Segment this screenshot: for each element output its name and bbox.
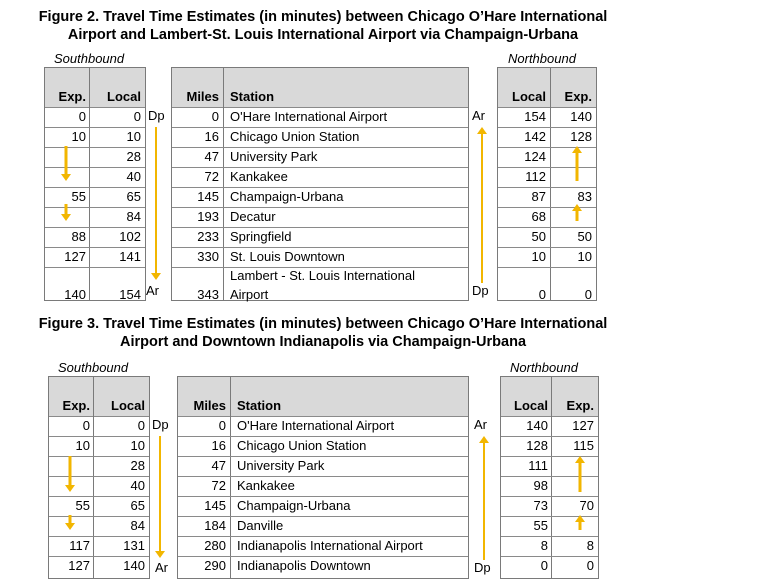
header-miles: Miles xyxy=(193,398,226,413)
station-name-cell: Decatur xyxy=(230,209,276,224)
station-name-cell: Indianapolis Downtown xyxy=(237,558,371,573)
southbound-dp-label: Dp xyxy=(152,417,169,432)
southbound-local-cell: 102 xyxy=(119,229,141,244)
miles-cell: 16 xyxy=(211,438,226,453)
miles-cell: 0 xyxy=(218,418,226,433)
southbound-exp-cell: 0 xyxy=(82,418,90,433)
northbound-local-arrow xyxy=(479,436,489,560)
station-name-cell: Champaign-Urbana xyxy=(237,498,351,513)
station-name-cell: Lambert - St. Louis International xyxy=(230,268,415,283)
northbound-local-cell: 87 xyxy=(531,189,546,204)
southbound-local-cell: 10 xyxy=(130,438,145,453)
figure-2-title-line1: Figure 2. Travel Time Estimates (in minutes) between Chicago O’Hare International xyxy=(38,9,608,25)
northbound-exp-cell: 115 xyxy=(573,438,594,453)
miles-cell: 16 xyxy=(204,129,219,144)
northbound-exp-cell: 140 xyxy=(570,109,592,124)
station-name-cell: Kankakee xyxy=(237,478,295,493)
figure-3-title-line1: Figure 3. Travel Time Estimates (in minutes) between Chicago O’Hare International xyxy=(38,316,608,332)
northbound-local-cell: 0 xyxy=(540,558,548,573)
station-name-cell: O'Hare International Airport xyxy=(230,109,388,124)
figure-3-arrows xyxy=(0,308,769,587)
header-exp-north: Exp. xyxy=(564,89,592,104)
header-exp: Exp. xyxy=(58,89,86,104)
station-name-cell: University Park xyxy=(237,458,325,473)
southbound-exp-cell: 55 xyxy=(71,189,86,204)
miles-cell: 290 xyxy=(204,558,226,573)
southbound-local-cell: 0 xyxy=(137,418,145,433)
southbound-local-cell: 28 xyxy=(130,458,145,473)
miles-cell: 184 xyxy=(204,518,226,533)
miles-cell: 193 xyxy=(197,209,219,224)
northbound-local-cell: 55 xyxy=(533,518,548,533)
station-name-cell: Indianapolis International Airport xyxy=(237,538,423,553)
miles-cell: 0 xyxy=(211,109,219,124)
header-local: Local xyxy=(111,398,145,413)
southbound-local-arrow xyxy=(155,436,165,558)
miles-cell: 145 xyxy=(204,498,226,513)
northbound-local-cell: 0 xyxy=(538,287,546,302)
header-station: Station xyxy=(237,398,282,413)
northbound-express-arrow xyxy=(575,515,585,530)
northbound-exp-cell: 0 xyxy=(586,558,594,573)
miles-cell: 233 xyxy=(197,229,219,244)
southbound-ar-label: Ar xyxy=(146,283,159,298)
southbound-local-cell: 84 xyxy=(130,518,145,533)
northbound-local-cell: 50 xyxy=(531,229,546,244)
southbound-local-cell: 140 xyxy=(123,558,145,573)
northbound-local-cell: 111 xyxy=(528,458,548,473)
station-name-cell: Springfield xyxy=(230,229,292,244)
northbound-local-cell: 140 xyxy=(526,418,548,433)
northbound-exp-cell: 10 xyxy=(577,249,592,264)
southbound-local-cell: 10 xyxy=(126,129,141,144)
station-name-cell: O'Hare International Airport xyxy=(237,418,395,433)
station-name-cell: Champaign-Urbana xyxy=(230,189,344,204)
southbound-local-cell: 65 xyxy=(126,189,141,204)
northbound-local-arrow xyxy=(477,127,487,283)
southbound-local-cell: 0 xyxy=(133,109,141,124)
southbound-label: Southbound xyxy=(54,51,125,66)
southbound-exp-cell: 117 xyxy=(69,538,90,553)
northbound-local-cell: 142 xyxy=(524,129,546,144)
northbound-ar-label: Ar xyxy=(472,108,485,123)
southbound-exp-cell: 140 xyxy=(64,287,86,302)
miles-cell: 343 xyxy=(197,287,219,302)
station-name-cell: Chicago Union Station xyxy=(230,129,360,144)
southbound-exp-cell: 88 xyxy=(71,229,86,244)
northbound-express-arrow xyxy=(572,146,582,181)
station-name-cell: Chicago Union Station xyxy=(237,438,367,453)
miles-cell: 47 xyxy=(211,458,226,473)
southbound-express-arrow xyxy=(61,146,71,181)
header-station: Station xyxy=(230,89,275,104)
southbound-express-arrow xyxy=(61,204,71,221)
southbound-ar-label: Ar xyxy=(155,560,168,575)
southbound-local-cell: 65 xyxy=(130,498,145,513)
miles-cell: 145 xyxy=(197,189,219,204)
southbound-local-arrow xyxy=(151,127,161,280)
southbound-local-cell: 40 xyxy=(126,169,141,184)
header-local: Local xyxy=(107,89,141,104)
northbound-local-cell: 73 xyxy=(533,498,548,513)
miles-cell: 280 xyxy=(204,538,226,553)
header-local-north: Local xyxy=(512,89,546,104)
miles-cell: 72 xyxy=(204,169,219,184)
southbound-exp-cell: 127 xyxy=(64,249,86,264)
northbound-express-arrow xyxy=(575,456,585,492)
southbound-exp-cell: 10 xyxy=(75,438,90,453)
header-exp-north: Exp. xyxy=(566,398,594,413)
header-exp: Exp. xyxy=(62,398,90,413)
figure-3 xyxy=(0,308,769,587)
southbound-exp-cell: 55 xyxy=(75,498,90,513)
northbound-local-cell: 124 xyxy=(524,149,546,164)
northbound-exp-cell: 8 xyxy=(586,538,594,553)
station-name-cell: University Park xyxy=(230,149,318,164)
southbound-local-cell: 154 xyxy=(119,287,141,302)
northbound-exp-cell: 50 xyxy=(577,229,592,244)
station-name-cell: St. Louis Downtown xyxy=(230,249,345,264)
figure-2-title-line2: Airport and Lambert-St. Louis International Airport via Champaign-Urbana xyxy=(67,27,579,43)
northbound-exp-cell: 83 xyxy=(577,189,592,204)
southbound-exp-cell: 127 xyxy=(68,558,90,573)
southbound-local-cell: 141 xyxy=(119,249,141,264)
station-name-cell: Kankakee xyxy=(230,169,288,184)
header-local-north: Local xyxy=(514,398,548,413)
southbound-label: Southbound xyxy=(58,360,129,375)
northbound-exp-cell: 128 xyxy=(570,129,592,144)
northbound-exp-cell: 0 xyxy=(584,287,592,302)
southbound-exp-cell: 0 xyxy=(78,109,86,124)
figure-3-title-line2: Airport and Downtown Indianapolis via Champaign-Urbana xyxy=(119,334,527,350)
southbound-local-cell: 84 xyxy=(126,209,141,224)
southbound-local-cell: 40 xyxy=(130,478,145,493)
northbound-exp-cell: 70 xyxy=(579,498,594,513)
northbound-dp-label: Dp xyxy=(472,283,489,298)
northbound-local-cell: 68 xyxy=(531,209,546,224)
northbound-local-cell: 154 xyxy=(524,109,546,124)
northbound-express-arrow xyxy=(572,204,582,221)
northbound-dp-label: Dp xyxy=(474,560,491,575)
miles-cell: 47 xyxy=(204,149,219,164)
northbound-local-cell: 128 xyxy=(526,438,548,453)
northbound-ar-label: Ar xyxy=(474,417,487,432)
northbound-local-cell: 8 xyxy=(540,538,548,553)
station-name-cell-line2: Airport xyxy=(230,287,269,302)
northbound-label: Northbound xyxy=(510,360,578,375)
southbound-express-arrow xyxy=(65,515,75,530)
southbound-express-arrow xyxy=(65,456,75,492)
southbound-dp-label: Dp xyxy=(148,108,165,123)
northbound-label: Northbound xyxy=(508,51,576,66)
station-name-cell: Danville xyxy=(237,518,284,533)
southbound-local-cell: 131 xyxy=(123,538,145,553)
northbound-exp-cell: 127 xyxy=(572,418,594,433)
northbound-local-cell: 112 xyxy=(525,169,546,184)
southbound-local-cell: 28 xyxy=(126,149,141,164)
miles-cell: 330 xyxy=(197,249,219,264)
miles-cell: 72 xyxy=(211,478,226,493)
southbound-exp-cell: 10 xyxy=(71,129,86,144)
northbound-local-cell: 98 xyxy=(533,478,548,493)
northbound-local-cell: 10 xyxy=(531,249,546,264)
header-miles: Miles xyxy=(186,89,219,104)
